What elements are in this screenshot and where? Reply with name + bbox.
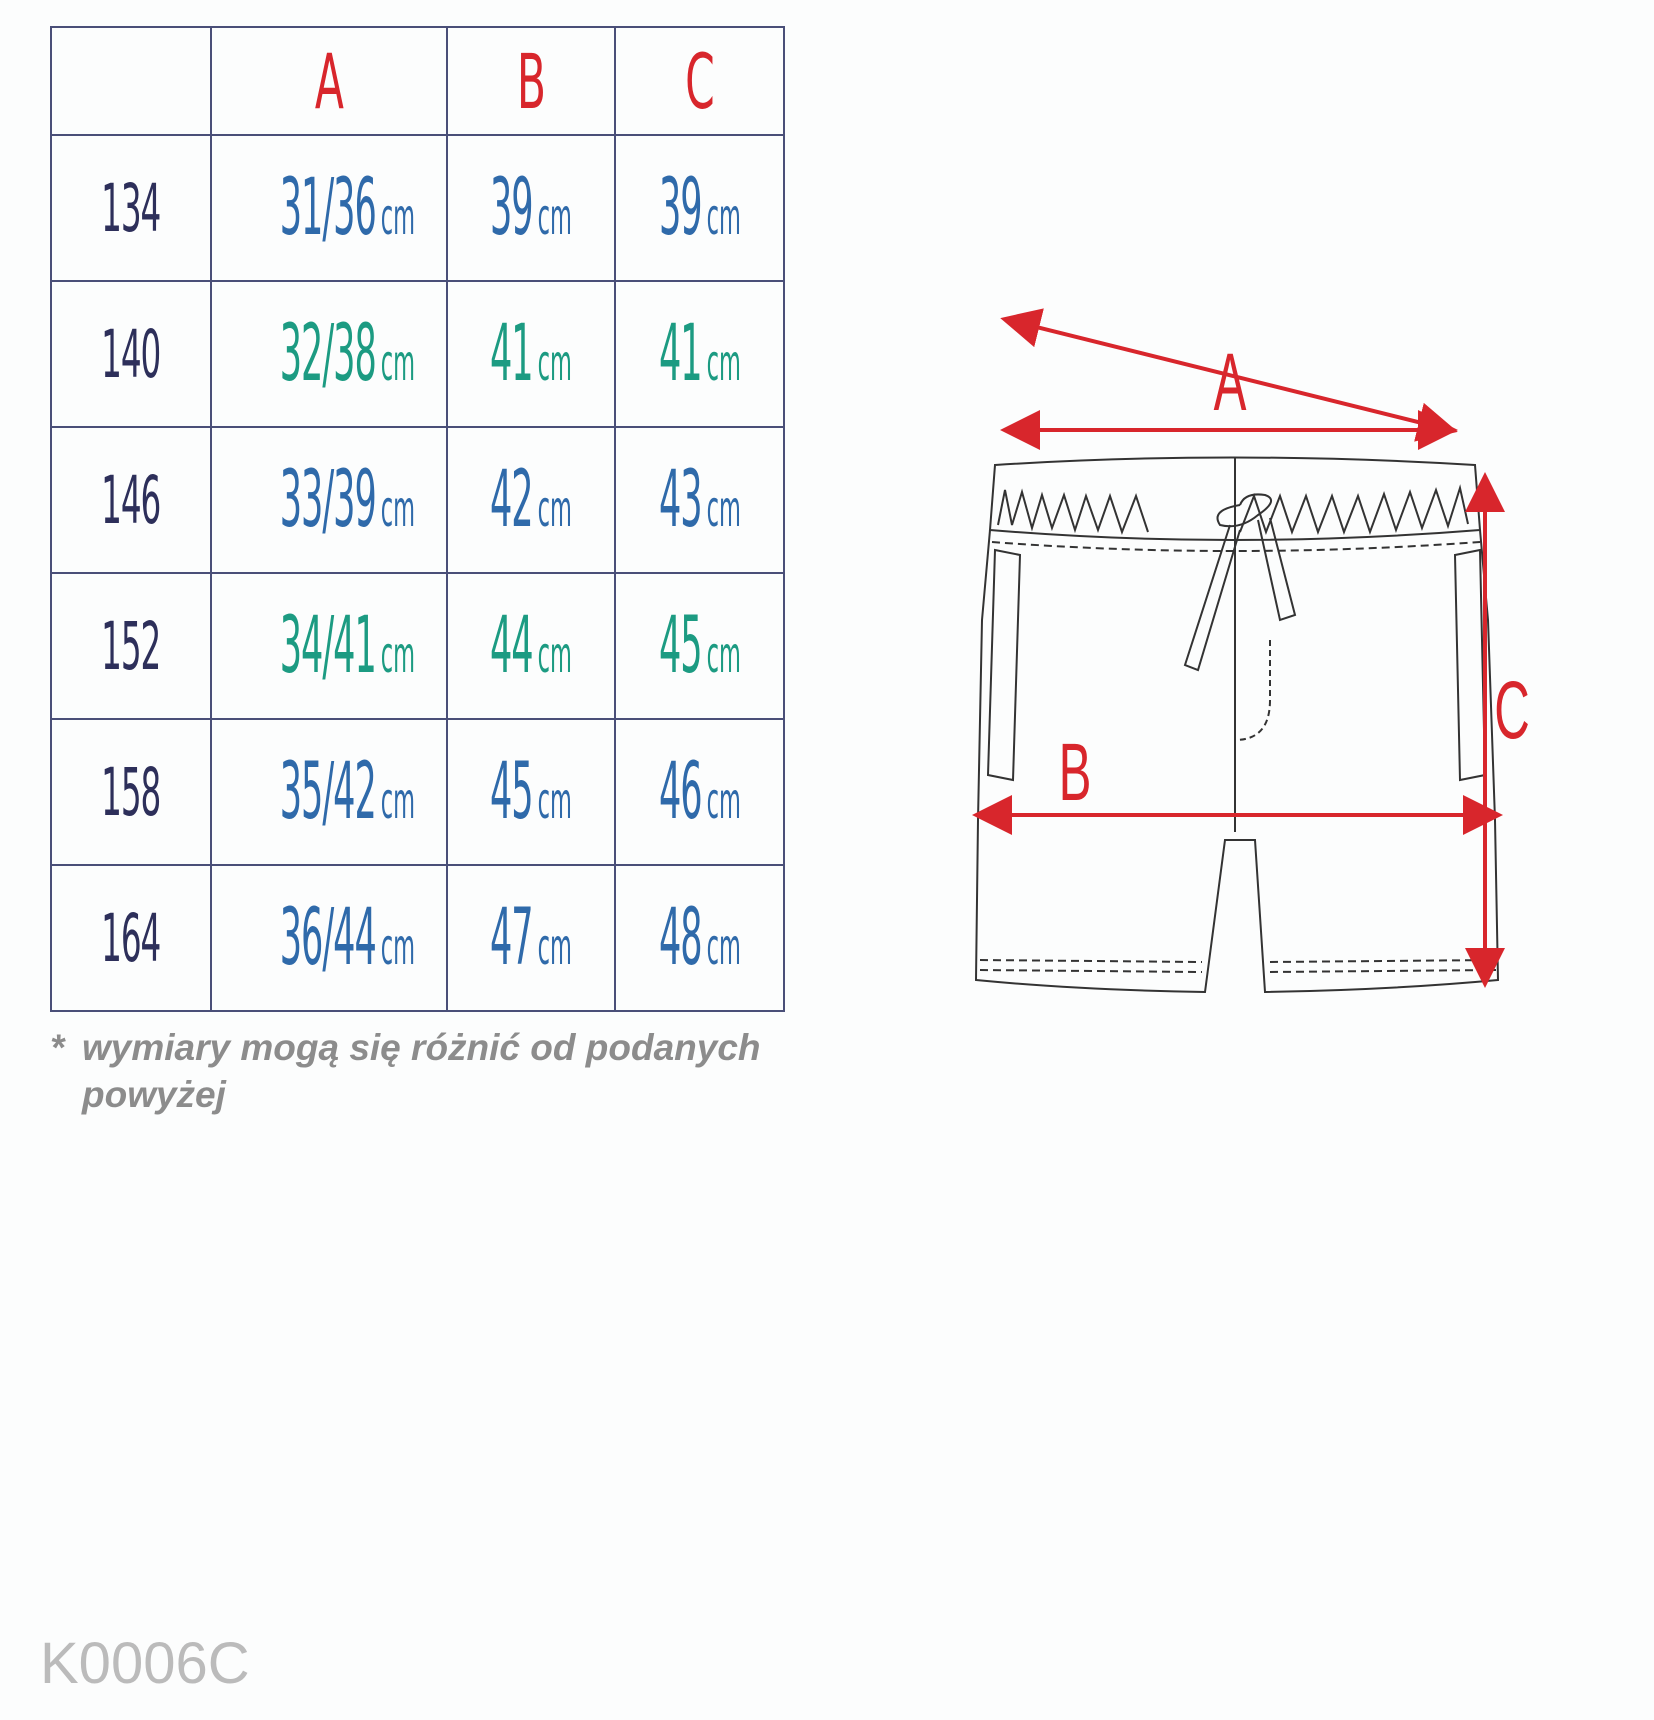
disclaimer-note	[50, 1024, 810, 1118]
value-cell-c: 43 cm	[615, 427, 784, 573]
shorts-outline	[976, 458, 1498, 993]
size-cell: 146	[51, 427, 211, 573]
value-cell-a: 33/39 cm	[211, 427, 447, 573]
value-cell-b: 47 cm	[447, 865, 615, 1011]
value-cell-a: 36/44 cm	[211, 865, 447, 1011]
shorts-measurement-diagram	[940, 320, 1530, 1010]
header-cell-empty	[51, 27, 211, 135]
value-cell-c: 39 cm	[615, 135, 784, 281]
value-cell-c: 45 cm	[615, 573, 784, 719]
header-cell-c: C	[615, 27, 784, 135]
value-cell-a: 31/36 cm	[211, 135, 447, 281]
value-cell-b: 39 cm	[447, 135, 615, 281]
size-cell: 164	[51, 865, 211, 1011]
value-cell-a: 32/38 cm	[211, 281, 447, 427]
disclaimer-line-1: wymiary mogą się różnić od podanych	[82, 1027, 761, 1068]
table-row	[51, 135, 784, 281]
table-row	[51, 865, 784, 1011]
size-cell: 158	[51, 719, 211, 865]
size-cell: 134	[51, 135, 211, 281]
value-cell-b: 45 cm	[447, 719, 615, 865]
disclaimer-line-2: powyżej	[82, 1074, 226, 1115]
size-table	[50, 26, 785, 1012]
table-row	[51, 719, 784, 865]
value-cell-b: 41 cm	[447, 281, 615, 427]
size-cell: 152	[51, 573, 211, 719]
table-row	[51, 427, 784, 573]
value-cell-a: 35/42 cm	[211, 719, 447, 865]
disclaimer-asterisk: *	[50, 1027, 65, 1068]
value-cell-b: 44 cm	[447, 573, 615, 719]
size-cell: 140	[51, 281, 211, 427]
value-cell-b: 42 cm	[447, 427, 615, 573]
value-cell-a: 34/41 cm	[211, 573, 447, 719]
table-body	[51, 135, 784, 1011]
label-a: A	[1213, 337, 1247, 429]
label-c: C	[1494, 665, 1530, 757]
table-row	[51, 281, 784, 427]
value-cell-c: 48 cm	[615, 865, 784, 1011]
value-cell-c: 41 cm	[615, 281, 784, 427]
header-cell-a: A	[211, 27, 447, 135]
product-code: K0006C	[40, 1631, 250, 1696]
table-row	[51, 573, 784, 719]
table-header-row	[51, 27, 784, 135]
label-b: B	[1058, 727, 1092, 819]
header-cell-b: B	[447, 27, 615, 135]
value-cell-c: 46 cm	[615, 719, 784, 865]
